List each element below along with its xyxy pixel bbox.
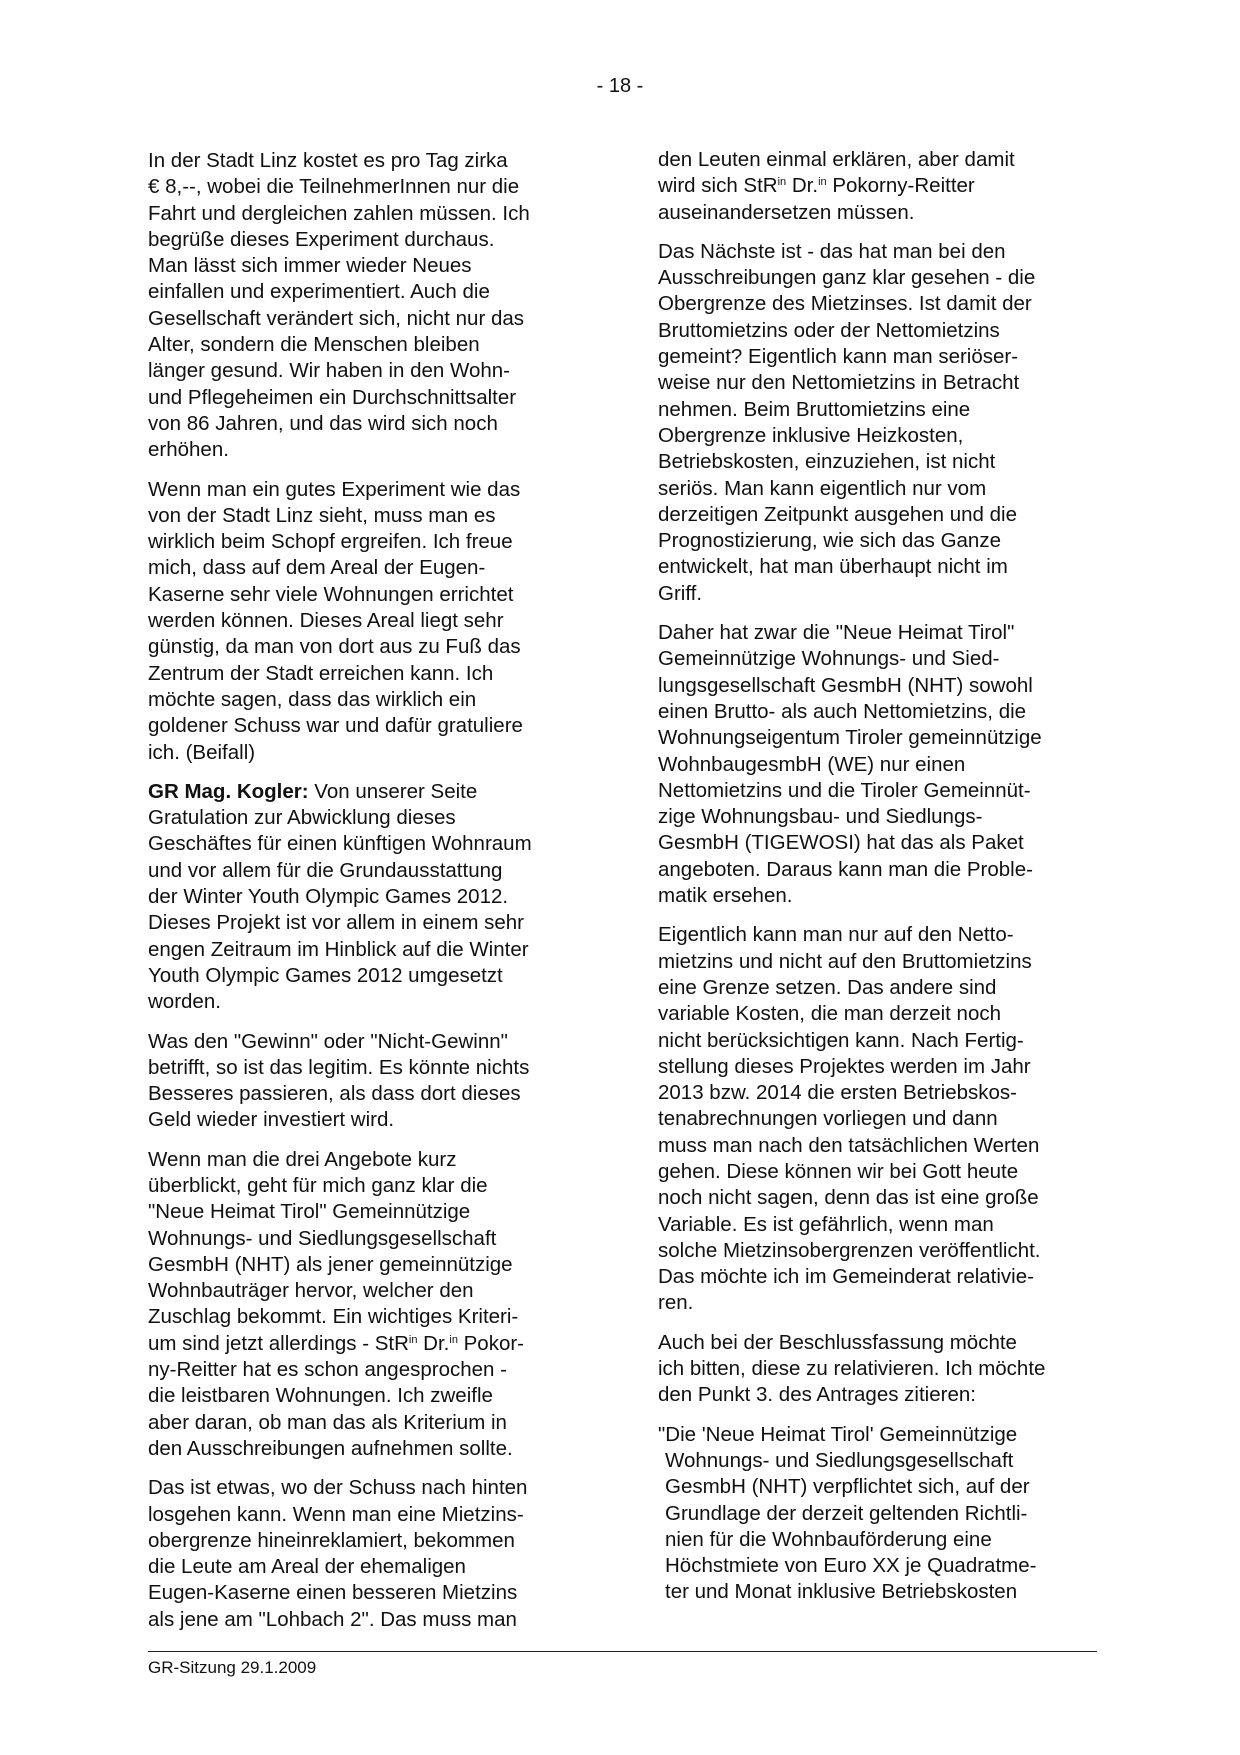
paragraph	[148, 1475, 588, 1633]
paragraph-text: Eigentlich kann man nur auf den Netto- mietzins und nicht auf den Bruttomietzins eine Grenze setzen. Das andere sind variable Kosten, die man derzeit noch nicht berücksichtigen kann. Nach Fertig- stellung dieses Projektes werden im Jahr 2013 bzw. 2014 die ersten Betriebskos- tenabrechnungen vorliegen und dann muss man nach den tatsächlichen Werten gehen. Diese können wir bei Gott heute noch nicht sagen, denn das ist eine große Variable. Es ist gefährlich, wenn man solche Mietzinsobergrenzen veröffentlicht. Das möchte ich im Gemeinderat relativie- ren.	[658, 923, 1041, 1315]
quoted-paragraph	[658, 1422, 1098, 1606]
left-column	[148, 148, 588, 1646]
paragraph	[148, 1029, 588, 1134]
paragraph-text: Was den "Gewinn" oder "Nicht-Gewinn" betrifft, so ist das legitim. Es könnte nichts Besseres passieren, als dass dort dieses Geld wieder investiert wird.	[148, 1029, 530, 1132]
footer-text: GR-Sitzung 29.1.2009	[148, 1658, 317, 1677]
paragraph-text: Wenn man die drei Angebote kurz überblickt, geht für mich ganz klar die "Neue Heimat Tirol" Gemeinnützige Wohnungs- und Siedlungsgesellschaft GesmbH (NHT) als jener gemeinnützige Wohnbauträger hervor, welcher den Zuschlag bekommt. Ein wichtiges Kriteri- um sind jetzt allerdings - StR	[148, 1147, 519, 1355]
paragraph-text: In der Stadt Linz kostet es pro Tag zirka € 8,--, wobei die TeilnehmerInnen nur die Fahrt und dergleichen zahlen müssen. Ich begrüße dieses Experiment durchaus. Man lässt sich immer wieder Neues einfallen und experimentiert. Auch die Gesellschaft verändert sich, nicht nur das Alter, sondern die Menschen bleiben länger gesund. Wir haben in den Wohn- und Pflegeheimen ein Durchschnittsalter von 86 Jahren, und das wird sich noch erhöhen.	[148, 149, 530, 462]
superscript: in	[449, 1333, 458, 1346]
paragraph	[148, 779, 588, 1016]
right-column	[658, 147, 1098, 1619]
paragraph-text: Das Nächste ist - das hat man bei den Ausschreibungen ganz klar gesehen - die Obergrenze des Mietzinses. Ist damit der Bruttomietzins oder der Nettomietzins gemeint? Eigentlich kann man seriöser- weise nur den Nettomietzins in Betracht nehmen. Beim Bruttomietzins eine Obergrenze inklusive Heizkosten, Betriebskosten, einzuziehen, ist nicht seriös. Man kann eigentlich nur vom derzeitigen Zeitpunkt ausgehen und die Prognostizierung, wie sich das Ganze entwickelt, hat man überhaupt nicht im Griff.	[658, 239, 1036, 605]
superscript: in	[408, 1333, 418, 1346]
footer-divider	[148, 1651, 1097, 1652]
paragraph-text: Von unserer Seite Gratulation zur Abwicklung dieses Geschäftes für einen künftigen Wohnraum und vor allem für die Grundausstattung der Winter Youth Olympic Games 2012. Dieses Projekt ist vor allem in einem sehr engen Zeitraum im Hinblick auf die Winter Youth Olympic Games 2012 umgesetzt worden.	[148, 779, 532, 1014]
speaker-name: GR Mag. Kogler:	[148, 779, 309, 803]
paragraph	[148, 148, 588, 464]
paragraph-text: Wenn man ein gutes Experiment wie das von der Stadt Linz sieht, muss man es wirklich beim Schopf ergreifen. Ich freue mich, dass auf dem Areal der Eugen- Kaserne sehr viele Wohnungen errichtet werden können. Dieses Areal liegt sehr günstig, da man von dort aus zu Fuß das Zentrum der Stadt erreichen kann. Ich möchte sagen, dass das wirklich ein goldener Schuss war und dafür gratuliere ich. (Beifall)	[148, 477, 523, 764]
paragraph-text: Dr.	[417, 1331, 450, 1355]
superscript: in	[818, 176, 827, 189]
paragraph	[148, 477, 588, 766]
paragraph	[658, 922, 1098, 1316]
paragraph-text: Daher hat zwar die "Neue Heimat Tirol" Gemeinnützige Wohnungs- und Sied- lungsgesellschaft GesmbH (NHT) sowohl einen Brutto- als auch Nettomietzins, die Wohnungseigentum Tiroler gemeinnützige WohnbaugesmbH (WE) nur einen Nettomietzins und die Tiroler Gemeinnüt- zige Wohnungsbau- und Siedlungs- GesmbH (TIGEWOSI) hat das als Paket angeboten. Daraus kann man die Proble- matik ersehen.	[658, 621, 1042, 908]
page-number: - 18 -	[596, 75, 644, 97]
paragraph-text: Das ist etwas, wo der Schuss nach hinten losgehen kann. Wenn man eine Mietzins- obergrenze hineinreklamiert, bekommen die Leute am Areal der ehemaligen Eugen-Kaserne einen besseren Mietzins als jene am "Lohbach 2". Das muss man	[148, 1476, 528, 1631]
paragraph-text: Pokor- ny-Reitter hat es schon angesprochen - die leistbaren Wohnungen. Ich zweifle aber daran, ob man das als Kriterium in den Ausschreibungen aufnehmen sollte.	[148, 1331, 525, 1460]
paragraph	[658, 620, 1098, 909]
paragraph	[658, 239, 1098, 607]
paragraph-text: Auch bei der Beschlussfassung möchte ich bitten, diese zu relativieren. Ich möchte den Punkt 3. des Antrages zitieren:	[658, 1330, 1046, 1407]
superscript: in	[777, 176, 787, 189]
paragraph-text: den Leuten einmal erklären, aber damit wird sich StR	[658, 148, 1015, 198]
paragraph-text: Pokorny-Reitter auseinandersetzen müssen.	[658, 174, 975, 224]
paragraph	[148, 1147, 588, 1463]
paragraph	[658, 147, 1098, 226]
quote-text: "Die 'Neue Heimat Tirol' Gemeinnützige Wohnungs- und Siedlungsgesellschaft GesmbH (NHT) verpflichtet sich, auf der Grundlage der derzeit geltenden Richtli- nien für die Wohnbauförderung eine Höchstmiete von Euro XX je Quadratme- ter und Monat inklusive Betriebskosten	[658, 1422, 1037, 1604]
paragraph	[658, 1330, 1098, 1409]
paragraph-text: Dr.	[786, 174, 819, 198]
